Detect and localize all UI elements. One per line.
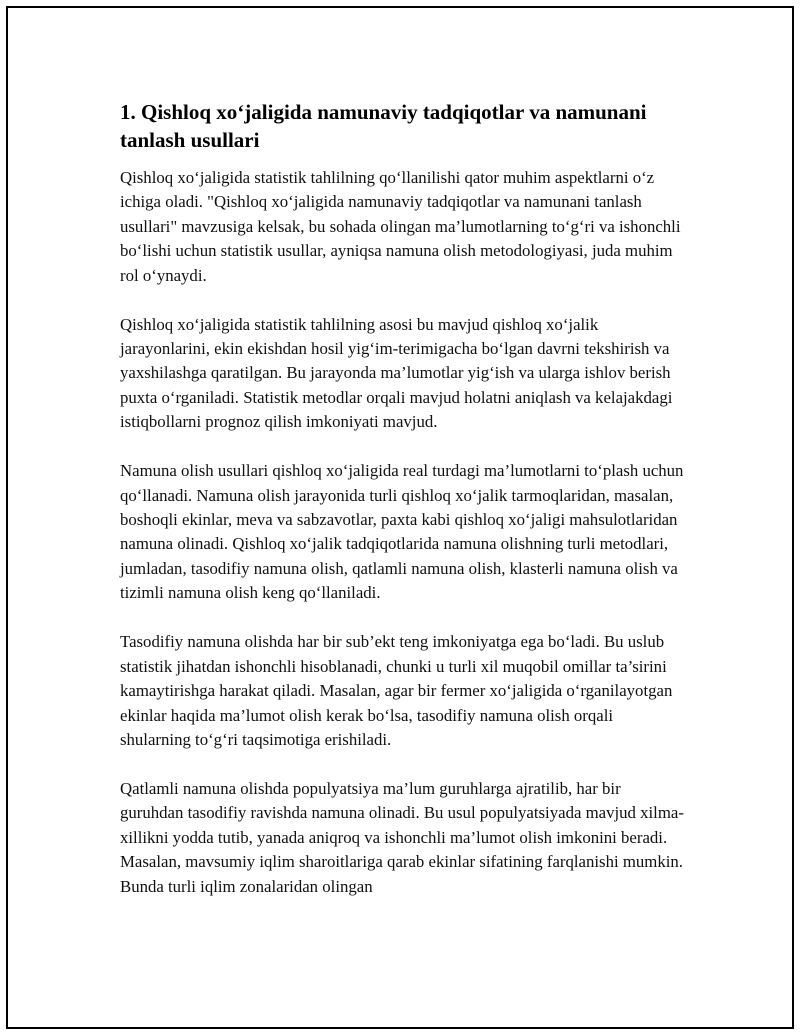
paragraph-sampling-methods: Namuna olish usullari qishloq xo‘jaligida real turdagi ma’lumotlarni to‘plash uchun qo‘llanadi. Namuna olish jarayonida turli qishloq xo‘jalik tarmoqlaridan, masalan, boshoqli ekinlar, meva va sabzavotlar, paxta kabi qishloq xo‘jaligi mahsulotlaridan namuna olinadi. Qishloq xo‘jalik tadqiqotlarida namuna olishning turli metodlari, jumladan, tasodifiy namuna olish, qatlamli namuna olish, klasterli namuna olish va tizimli namuna olish keng qo‘llaniladi. (120, 461, 684, 603)
paragraph-random-sampling: Tasodifiy namuna olishda har bir sub’ekt teng imkoniyatga ega bo‘ladi. Bu uslub statistik jihatdan ishonchli hisoblanadi, chunki u turli xil muqobil omillar ta’sirini kamaytirishga harakat qiladi. Masalan, agar bir fermer xo‘jaligida o‘rganilayotgan ekinlar haqida ma’lumot olish kerak bo‘lsa, tasodifiy namuna olish orqali shularning to‘g‘ri taqsimotiga erishiladi. (120, 632, 673, 749)
paragraph-stratified-sampling: Qatlamli namuna olishda populyatsiya ma’lum guruhlarga ajratilib, har bir guruhdan tasodifiy ravishda namuna olinadi. Bu usul populyatsiyada mavjud xilma-xillikni yodda tutib, yanada aniqroq va ishonchli ma’lumot olish imkonini beradi. Masalan, mavsumiy iqlim sharoitlariga qarab ekinlar sifatining farqlanishi mumkin. Bunda turli iqlim zonalaridan olingan (120, 778, 684, 896)
document-body (120, 98, 688, 924)
page-frame (6, 6, 794, 1029)
section-heading: 1. Qishloq xo‘jaligida namunaviy tadqiqotlar va namunani tanlash usullari (120, 100, 647, 152)
paragraph-intro: Qishloq xo‘jaligida statistik tahlilning qo‘llanilishi qator muhim aspektlarni o‘z ichiga oladi. "Qishloq xo‘jaligida namunaviy tadqiqotlar va namunani tanlash usullari" mavzusiga kelsak, bu sohada olingan ma’lumotlarning to‘g‘ri va ishonchli bo‘lishi uchun statistik usullar, ayniqsa namuna olish metodologiyasi, juda muhim rol o‘ynaydi. (120, 168, 681, 285)
paragraph-analysis-basis: Qishloq xo‘jaligida statistik tahlilning asosi bu mavjud qishloq xo‘jalik jarayonlarini, ekin ekishdan hosil yig‘im-terimigacha bo‘lgan davrni tekshirish va yaxshilashga qaratilgan. Bu jarayonda ma’lumotlar yig‘ish va ularga ishlov berish puxta o‘rganiladi. Statistik metodlar orqali mavjud holatni aniqlash va kelajakdagi istiqbollarni prognoz qilish imkoniyati mavjud. (120, 314, 673, 432)
